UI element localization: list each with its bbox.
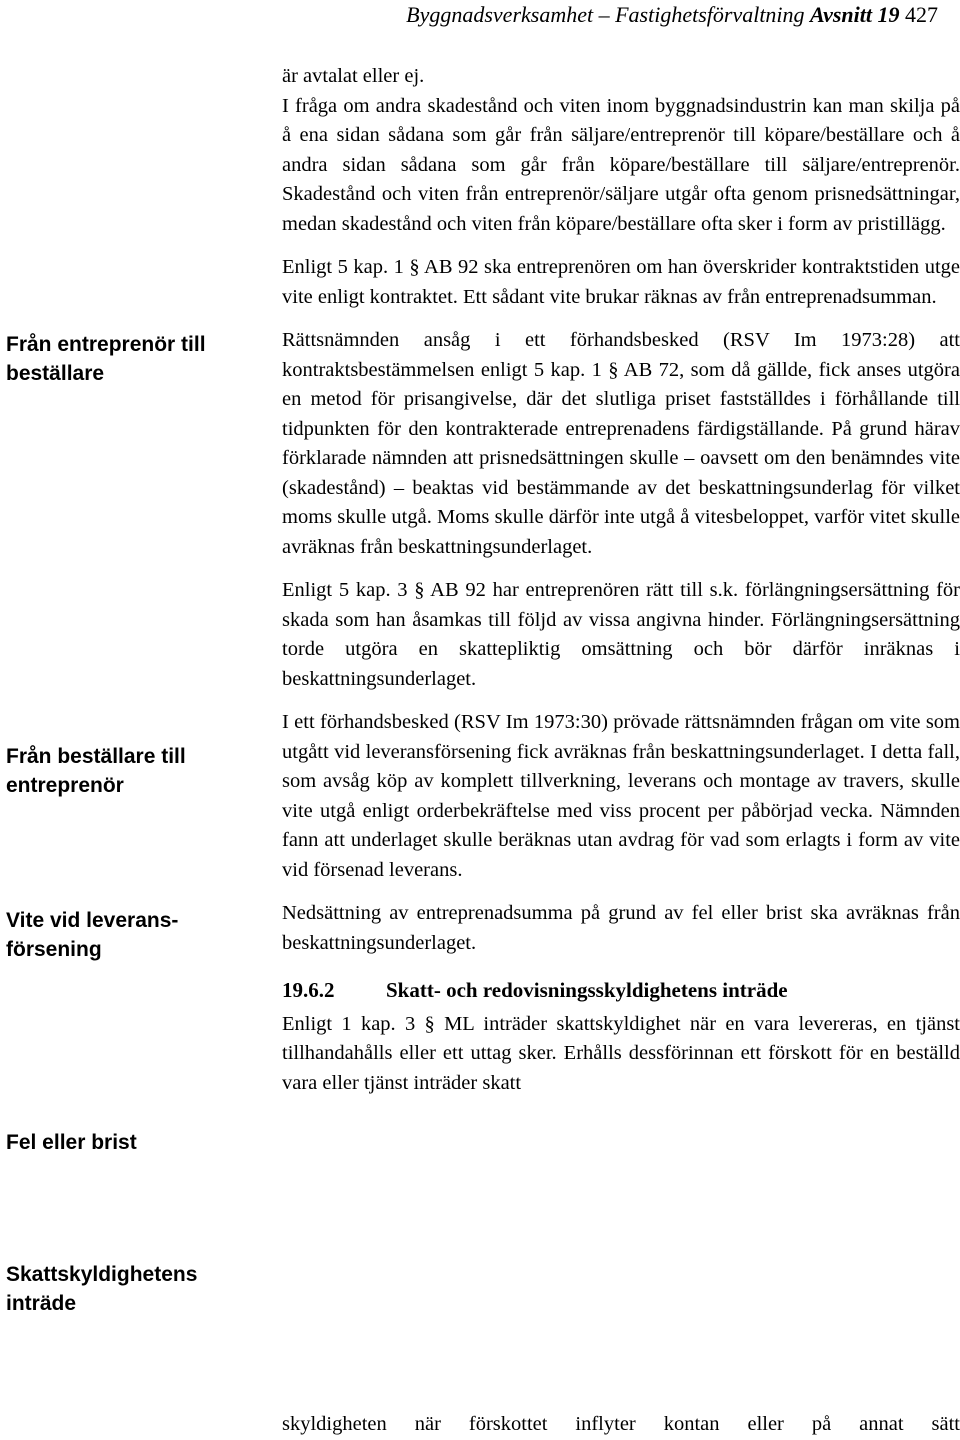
margin-note-defect: Fel eller brist (6, 1131, 137, 1154)
main-text (282, 62, 960, 1098)
paragraph: Enligt 5 kap. 1 § AB 92 ska entreprenören om han överskrider kontraktstiden utge vite enligt kontraktet. Ett sådant vite brukar räknas av från entreprenadsumman. (282, 256, 960, 308)
subsection-heading (282, 976, 960, 1006)
running-header-title: Byggnadsverksamhet – Fastighetsförvaltning (406, 2, 805, 27)
page-number: 427 (905, 2, 938, 27)
paragraph: I fråga om andra skadestånd och viten inom byggnadsindustrin kan man skilja på å ena sidan sådana som går från säljare/entreprenör till köpare/beställare och å andra sidan sådana som går från köpare/beställare till säljare/entreprenör. Skadestånd och viten från entreprenör/säljare utgår ofta genom prisnedsättningar, medan skadestånd och viten från köpare/beställare ofta sker i form av pristillägg. (282, 94, 960, 235)
margin-note-client-to-contractor: Från beställare till entreprenör (6, 745, 186, 797)
paragraph: I ett förhandsbesked (RSV Im 1973:30) prövade rättsnämnden frågan om vite som utgått vid leveransförsening fick avräknas från beskattningsunderlaget. I detta fall, som avsåg köp av komplett tillverkning, leverans och montage av travers, skulle vite utgå enligt orderbekräftelse med viss procent per påbörjad vecka. Nämnden fann att underlaget skulle beräknas utan avdrag för vad som erlagts i form av vite vid försenad leverans. (282, 711, 960, 881)
margin-note-delivery-delay-penalty: Vite vid leverans-försening (6, 909, 179, 961)
margin-note-contractor-to-client: Från entreprenör till beställare (6, 333, 206, 385)
subsection-title: Skatt- och redovisningsskyldighetens inträde (386, 978, 788, 1002)
section-label: Avsnitt 19 (810, 2, 900, 27)
continuation-line: skyldigheten när förskottet inflyter kontan eller på annat sätt (282, 1413, 960, 1435)
paragraph: Enligt 1 kap. 3 § ML inträder skattskyldighet när en vara levereras, en tjänst tillhandahålls eller ett uttag sker. Erhålls dessförinnan ett förskott för en beställd vara eller tjänst inträder skatt (282, 1012, 960, 1094)
running-header (406, 0, 938, 30)
subsection-number: 19.6.2 (282, 978, 335, 1002)
paragraph: Enligt 5 kap. 3 § AB 92 har entreprenören rätt till s.k. förlängningsersättning för skada som han åsamkas till följd av vissa angivna hinder. Förlängningsersättning torde utgöra en skattepliktig omsättning och bör därför inräknas i beskattningsunderlaget. (282, 579, 960, 690)
paragraph: är avtalat eller ej. (282, 65, 425, 87)
paragraph: Rättsnämnden ansåg i ett förhandsbesked (RSV Im 1973:28) att kontraktsbestämmelsen enligt 5 kap. 1 § AB 72, som då gällde, fick anses utgöra en metod för prisangivelse, där det slutliga priset fastställdes i förhållande till tidpunkten för den kontrakterade entreprenadens färdigställande. På grund härav förklarade nämnden att prisnedsättningen skulle – oavsett om den benämndes vite (skadestånd) – beaktas vid bestämmande av det beskattningsunderlag för vilket moms skulle utgå. Moms skulle därför inte utgå å vitesbeloppet, varför vitet skulle avräknas från beskattningsunderlaget. (282, 329, 960, 558)
margin-note-tax-liability: Skattskyldighetens inträde (6, 1263, 198, 1315)
paragraph: Nedsättning av entreprenadsumma på grund av fel eller brist ska avräknas från beskattningsunderlaget. (282, 902, 960, 954)
